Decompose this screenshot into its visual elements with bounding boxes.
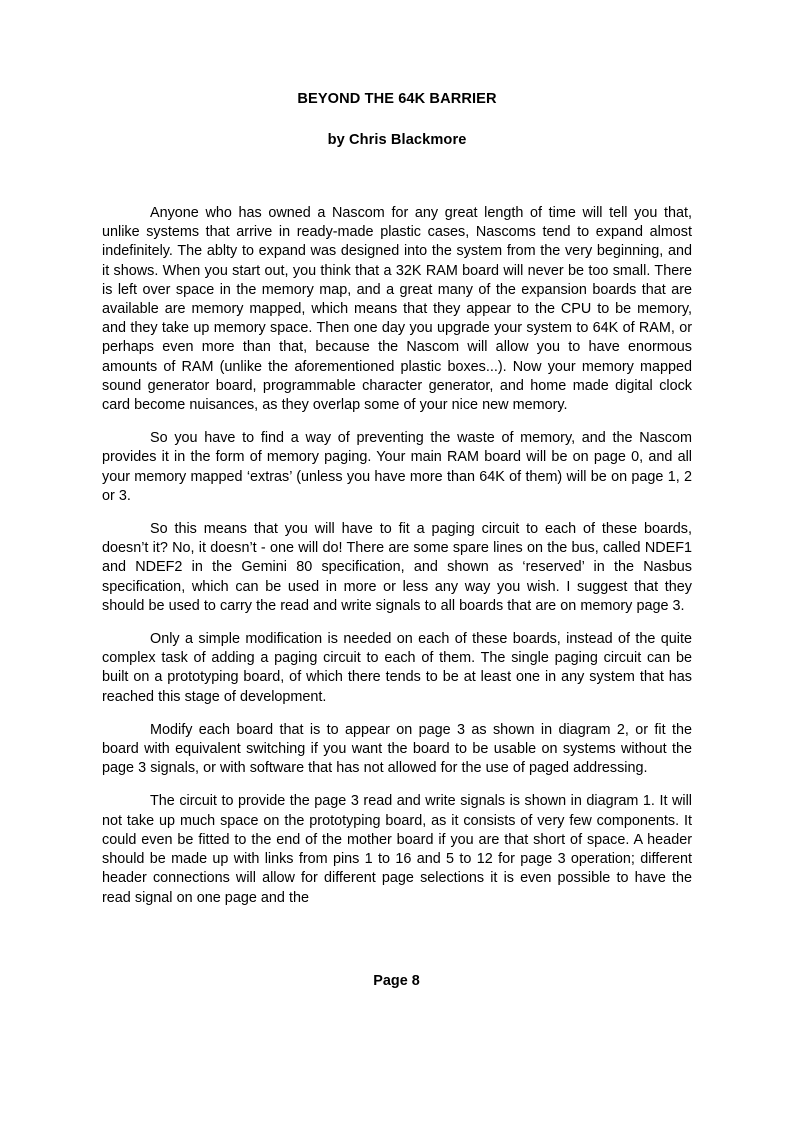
page-footer: Page 8 xyxy=(373,973,420,989)
author-byline: by Chris Blackmore xyxy=(327,132,467,148)
paragraph: The circuit to provide the page 3 read and write signals is shown in diagram 1. It will not take up much space on the prototyping board, as it consists of very few components. It could even be fitted to the end of the mother board if you are that short of space. A header should be made up with links from pins 1 to 16 and 5 to 12 for page 3 operation; different header connections will allow for different page selections it is even possible to have the read signal on one page and the xyxy=(102,793,692,906)
paragraph: So this means that you will have to fit a paging circuit to each of these boards, doesn’t it? No, it doesn’t - one will do! There are some spare lines on the bus, called NDEF1 and NDEF2 in the Gemini 80 specification, and shown as ‘reserved’ in the Nasbus specification, which can be used in more or less any way you wish. I suggest that they should be used to carry the read and write signals to all boards that are on memory page 3. xyxy=(102,521,692,614)
document-content xyxy=(102,0,692,908)
page-title: BEYOND THE 64K BARRIER xyxy=(297,91,497,107)
paragraph: Only a simple modification is needed on each of these boards, instead of the quite complex task of adding a paging circuit to each of them. The single paging circuit can be built on a prototyping board, of which there tends to be at least one in any system that has reached this stage of development. xyxy=(102,631,692,705)
paragraph: So you have to find a way of preventing the waste of memory, and the Nascom provides it in the form of memory paging. Your main RAM board will be on page 0, and all your memory mapped ‘extras’ (unless you have more than 64K of them) will be on page 1, 2 or 3. xyxy=(102,430,692,504)
paragraph: Modify each board that is to appear on page 3 as shown in diagram 2, or fit the board with equivalent switching if you want the board to be usable on systems without the page 3 signals, or with software that has not allowed for the use of paged addressing. xyxy=(102,721,692,777)
body-text xyxy=(102,204,692,908)
paragraph: Anyone who has owned a Nascom for any great length of time will tell you that, unlike systems that arrive in ready-made plastic cases, Nascoms tend to expand almost indefinitely. The ablty to expand was designed into the system from the very beginning, and it shows. When you start out, you think that a 32K RAM board will never be too small. There is left over space in the memory map, and a great many of the expansion boards that are available are memory mapped, which means that they appear to the CPU to be memory, and they take up memory space. Then one day you upgrade your system to 64K of RAM, or perhaps even more than that, because the Nascom will allow you to have enormous amounts of RAM (unlike the aforementioned plastic boxes...). Now your memory mapped sound generator board, programmable character generator, and home made digital clock card become nuisances, as they overlap some of your nice new memory. xyxy=(102,205,692,414)
